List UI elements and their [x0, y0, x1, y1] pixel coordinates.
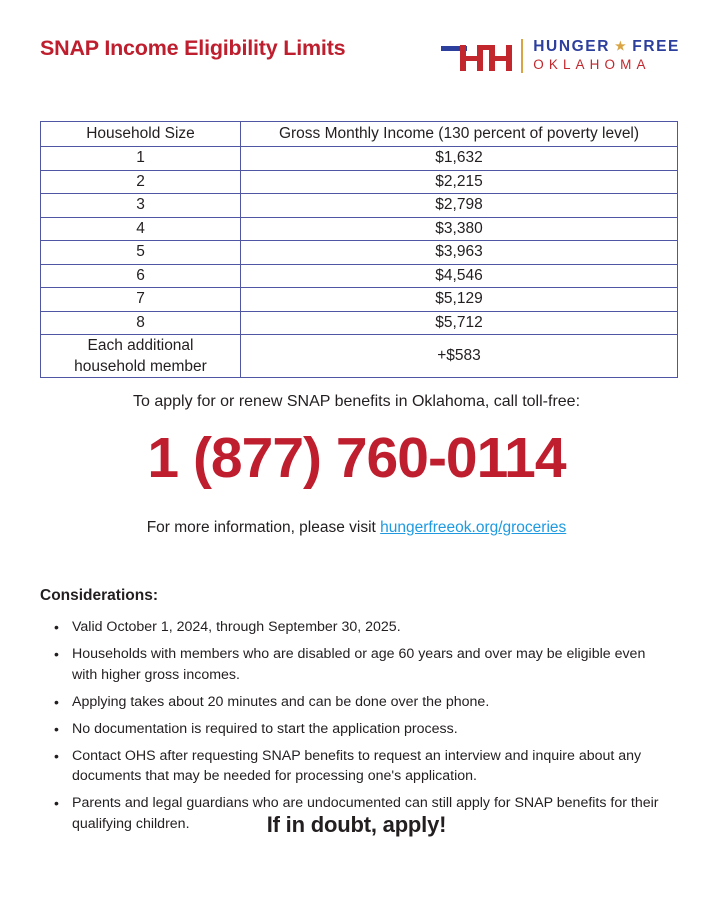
cell-gross-monthly-income: $4,546: [241, 264, 678, 288]
logo-wordmark: [533, 39, 680, 72]
more-information-prefix: For more information, please visit: [146, 518, 381, 536]
cell-household-size: 7: [41, 288, 241, 312]
cell-gross-monthly-income: $2,215: [241, 170, 678, 194]
table-row-each-additional-member: [41, 335, 678, 378]
table-header-row: [41, 122, 678, 147]
cell-household-size: 3: [41, 194, 241, 218]
cell-household-size: 5: [41, 241, 241, 265]
income-eligibility-table: [40, 121, 678, 378]
apply-instruction-text: To apply for or renew SNAP benefits in Oklahoma, call toll-free:: [132, 393, 581, 410]
column-header-household-size: Household Size: [41, 122, 241, 147]
considerations-heading: Considerations:: [40, 587, 158, 604]
list-item: • Applying takes about 20 minutes and can be done over the phone.: [72, 692, 665, 713]
hungerfreeok-groceries-link[interactable]: hungerfreeok.org/groceries: [380, 518, 567, 536]
cell-household-size: 4: [41, 217, 241, 241]
cell-gross-monthly-income: $3,380: [241, 217, 678, 241]
list-item: • Parents and legal guardians who are undocumented can still apply for SNAP benefits for their qualifying children.: [72, 793, 665, 834]
cell-household-size: 6: [41, 264, 241, 288]
hunger-free-oklahoma-logo: [440, 34, 680, 78]
more-information-line: [0, 519, 713, 537]
table-row: [41, 288, 678, 312]
logo-word-hunger: HUNGER: [533, 38, 611, 56]
cell-each-additional-member-label: [41, 335, 241, 378]
cell-household-size: 1: [41, 147, 241, 171]
logo-divider: [521, 39, 523, 73]
cell-gross-monthly-income: $1,632: [241, 147, 678, 171]
cell-gross-monthly-income: $5,712: [241, 311, 678, 335]
cell-household-size: 8: [41, 311, 241, 335]
cell-household-size: 2: [41, 170, 241, 194]
table-row: [41, 311, 678, 335]
cell-each-additional-member-income: +$583: [241, 335, 678, 378]
toll-free-phone-number: 1 (877) 760-0114: [147, 425, 566, 490]
cell-gross-monthly-income: $2,798: [241, 194, 678, 218]
list-item: • Contact OHS after requesting SNAP benefits to request an interview and inquire about any documents that may be needed for processing one's application.: [72, 746, 665, 787]
considerations-list: [40, 617, 665, 834]
list-item: • Valid October 1, 2024, through September 30, 2025.: [72, 617, 665, 638]
logo-line-hunger-free: [533, 39, 680, 55]
considerations-section: [40, 587, 665, 841]
call-to-action-section: [0, 392, 713, 537]
hfh-letters-icon: [460, 45, 512, 71]
logo-word-free: FREE: [632, 38, 680, 56]
column-header-gross-monthly-income: Gross Monthly Income (130 percent of poverty level): [241, 122, 678, 147]
page-title: SNAP Income Eligibility Limits: [40, 36, 346, 60]
star-icon: ★: [610, 39, 633, 54]
table-row: [41, 264, 678, 288]
extra-label-line-1: Each additional: [87, 337, 194, 354]
extra-label-line-2: household member: [74, 358, 207, 375]
closing-statement: If in doubt, apply!: [266, 812, 447, 837]
hfh-monogram-icon: [440, 37, 512, 75]
cell-gross-monthly-income: $5,129: [241, 288, 678, 312]
table-row: [41, 217, 678, 241]
document-header: [0, 36, 713, 84]
table-row: [41, 194, 678, 218]
list-item: • No documentation is required to start the application process.: [72, 719, 665, 740]
logo-line-oklahoma: OKLAHOMA: [533, 56, 651, 72]
table-row: [41, 241, 678, 265]
table-body: [41, 147, 678, 378]
table-row: [41, 147, 678, 171]
list-item: • Households with members who are disabled or age 60 years and over may be eligible even with higher gross incomes.: [72, 644, 665, 685]
income-eligibility-table-wrapper: [40, 121, 678, 378]
cell-gross-monthly-income: $3,963: [241, 241, 678, 265]
table-row: [41, 170, 678, 194]
